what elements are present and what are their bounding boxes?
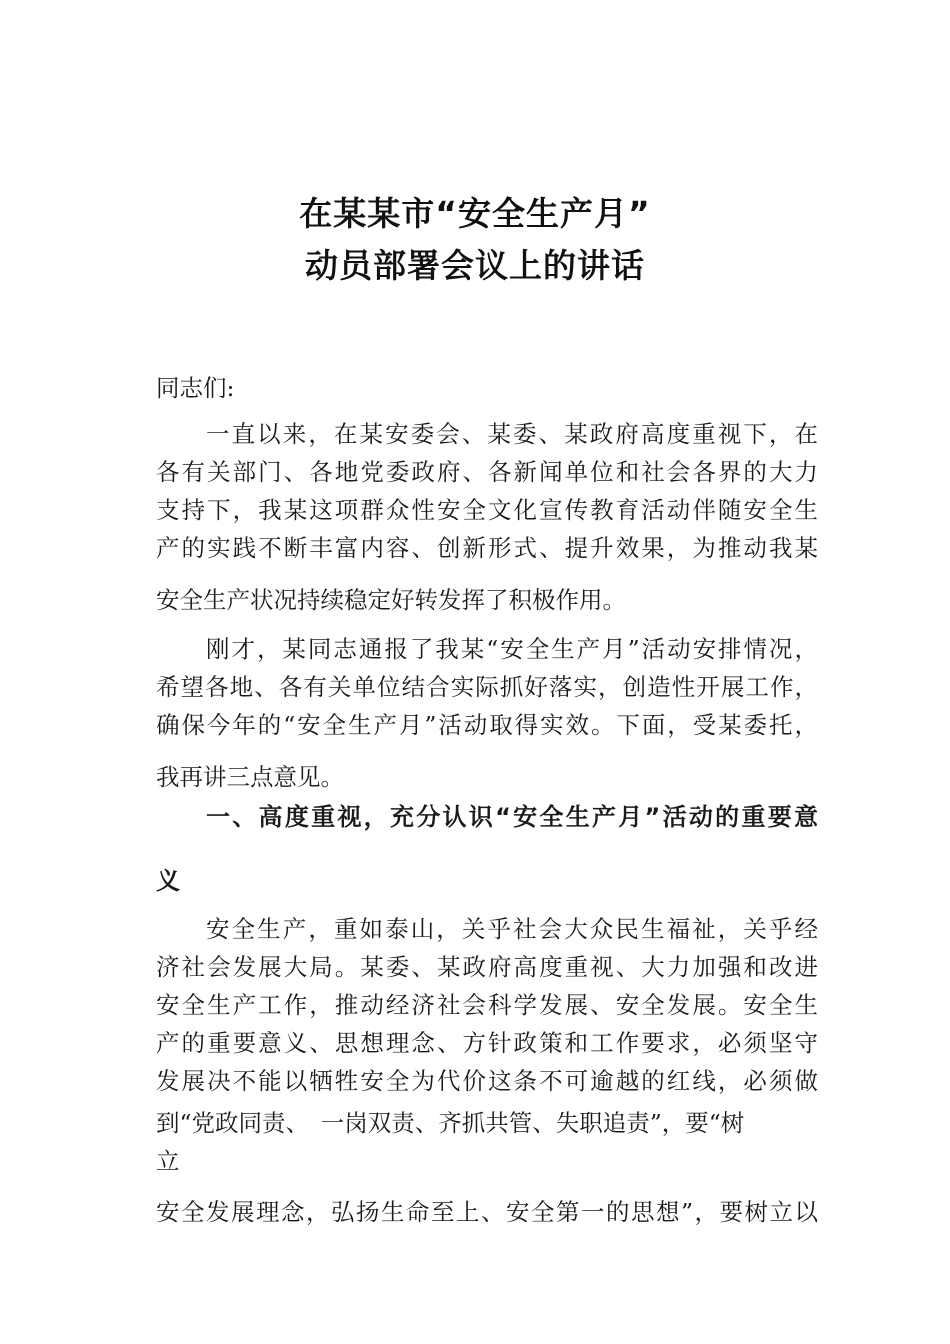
body-line: 产的重要意义、思想理念、方针政策和工作要求，必须坚守	[156, 1029, 818, 1057]
body-line: 各有关部门、各地党委政府、各新闻单位和社会各界的大力	[156, 458, 818, 486]
salutation: 同志们:	[156, 374, 235, 402]
body-line: 安全发展理念，弘扬生命至上、安全第一的思想”，要树立以	[156, 1198, 818, 1226]
body-line: 确保今年的“安全生产月”活动取得实效。下面，受某委托，	[156, 711, 818, 739]
body-line: 安全生产状况持续稳定好转发挥了积极作用。	[156, 586, 626, 614]
document-title-line-1: 在某某市“安全生产月”	[299, 194, 651, 233]
body-line: 支持下，我某这项群众性安全文化宣传教育活动伴随安全生	[156, 496, 818, 524]
body-line: 立	[156, 1147, 180, 1175]
body-line: 到“党政同责、 一岗双责、齐抓共管、失职追责”，要“树	[156, 1109, 745, 1137]
section-heading-continuation: 义	[156, 867, 180, 895]
body-line: 安全生产，重如泰山，关乎社会大众民生福祉，关乎经	[206, 915, 818, 943]
body-line: 希望各地、各有关单位结合实际抓好落实，创造性开展工作，	[156, 673, 818, 701]
body-line: 安全生产工作，推动经济社会科学发展、安全发展。安全生	[156, 991, 818, 1019]
body-line: 一直以来，在某安委会、某委、某政府高度重视下，在	[206, 420, 818, 448]
body-line: 产的实践不断丰富内容、创新形式、提升效果，为推动我某	[156, 534, 818, 562]
body-line: 刚才，某同志通报了我某“安全生产月”活动安排情况，	[206, 635, 818, 663]
body-line: 济社会发展大局。某委、某政府高度重视、大力加强和改进	[156, 953, 818, 981]
document-title-line-2: 动员部署会议上的讲话	[305, 246, 645, 285]
body-line: 发展决不能以牺牲安全为代价这条不可逾越的红线，必须做	[156, 1067, 818, 1095]
body-line: 我再讲三点意见。	[156, 763, 344, 791]
section-heading: 一、高度重视，充分认识“安全生产月”活动的重要意	[206, 803, 818, 831]
